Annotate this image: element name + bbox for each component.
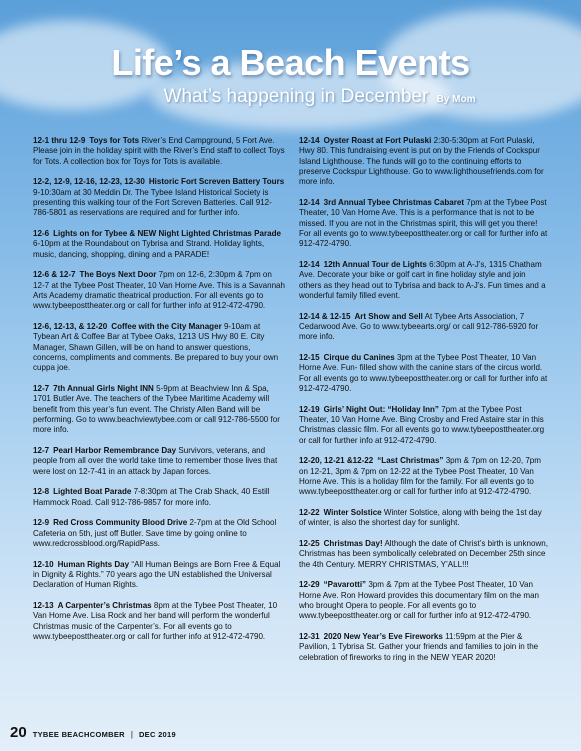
event-title: Historic Fort Screven Battery Tours xyxy=(148,177,285,187)
event-date: 12-14 xyxy=(299,260,320,270)
event-date: 12-6 & 12-7 xyxy=(33,270,76,280)
event-entry xyxy=(33,601,285,642)
event-date: 12-6, 12-13, & 12-20 xyxy=(33,322,108,331)
byline: By Mom xyxy=(436,94,476,105)
events-column-left xyxy=(33,136,285,653)
event-title: “Pavarotti” xyxy=(323,580,367,590)
event-entry xyxy=(33,560,285,591)
event-body: 3pm at the Tybee Post Theater, 10 Van Horne Ave. Fun- filled show with the canine stars of the circus world. For all events go to www.tybeeposttheater.org or call for further info at 912-472-4790. xyxy=(299,353,548,394)
event-body: 11:59pm at the Pier & Pavilion, 1 Tybrisa St. Gather your friends and families to join in the celebration of fireworks to ring in the NEW YEAR 2020! xyxy=(299,632,539,662)
event-date: 12-7 xyxy=(33,446,50,456)
event-title: Oyster Roast at Fort Pulaski xyxy=(323,136,432,145)
event-title: Cirque du Canines xyxy=(323,353,395,363)
event-body: 7pm at the Tybee Post Theater, 10 Van Horne Ave. Bing Crosby and Fred Astaire star in this Christmas classic film. For all events go to www.tybeeposttheater.org or call for further info at 912-472-4790. xyxy=(299,404,545,445)
event-date: 12-29 xyxy=(299,580,320,590)
event-title: 7th Annual Girls Night INN xyxy=(53,384,154,394)
event-date: 12-9 xyxy=(33,518,50,528)
event-entry xyxy=(299,260,549,301)
page-title: Life’s a Beach Events xyxy=(111,42,470,83)
event-date: 12-1 thru 12-9 xyxy=(33,136,86,145)
event-body: 2-7pm at the Old School Cafeteria on 5th, just off Butler. Save time by going online to www.redcrossblood.org/RapidPass. xyxy=(33,518,277,549)
page-footer xyxy=(10,724,176,741)
event-entry xyxy=(33,384,285,436)
event-title: Pearl Harbor Remembrance Day xyxy=(53,446,177,456)
event-title: Coffee with the City Manager xyxy=(111,322,222,331)
event-date: 12-14 xyxy=(299,136,320,145)
event-date: 12-6 xyxy=(33,229,50,238)
event-body: 5-9pm at Beachview Inn & Spa, 1701 Butler Ave. The teachers of the Tybee Maritime Academy will benefit from this year’s fun event. The Christy Allen Band will be performing. Go to www.beachviewtybee.com or call 912-786-5500 for more info. xyxy=(33,384,280,435)
event-entry xyxy=(299,198,549,250)
event-title: Toys for Tots xyxy=(89,136,140,145)
event-entry xyxy=(299,456,549,497)
event-body: 9-10:30am at 30 Meddin Dr. The Tybee Island Historical Society is presenting this walking tour of the Fort Screven Batteries. Call 912-786-5801 as reservations are required and for further info. xyxy=(33,187,272,218)
event-entry xyxy=(299,632,549,663)
event-title: 3rd Annual Tybee Christmas Cabaret xyxy=(323,198,465,208)
event-body: 9-10am at Tybean Art & Coffee Bar at Tybee Oaks, 1213 US Hwy 80 E. City Manager, Shawn Gillen, will be on hand to answer questions, concerns, compliments and comments. Be prepared to buy your own cuppa joe. xyxy=(33,322,279,373)
event-date: 12-2, 12-9, 12-16, 12-23, 12-30 xyxy=(33,177,145,187)
event-title: Girls’ Night Out: “Holiday Inn” xyxy=(323,404,439,414)
event-body: “All Human Beings are Born Free & Equal in Dignity & Rights.” 70 years ago the UN established the Universal Declaration of Human Rights. xyxy=(33,559,281,590)
event-entry xyxy=(33,487,285,508)
event-entry xyxy=(33,322,285,374)
event-body: River’s End Campground, 5 Fort Ave. Please join in the holiday spirit with the River’s End staff to collect Toys for Tots. A collection box for Toys for Tots is available. xyxy=(33,136,285,166)
event-entry xyxy=(33,518,285,549)
event-entry xyxy=(33,229,285,260)
event-body: Although the date of Christ’s birth is unknown, Christmas has been symbolically celebrated on December 25th since the 4th Century. MERRY CHRISTMAS, Y’ALL!!! xyxy=(299,539,549,569)
event-date: 12-22 xyxy=(299,508,320,518)
event-body: 8pm at the Tybee Post Theater, 10 Van Horne Ave. Lisa Rock and her band will perform the wonderful Christmas music of the Carpenter’s. For all events go to www.tybeeposttheater.org or call for further info at 912-472-4790. xyxy=(33,601,278,642)
event-body: At Tybee Arts Association, 7 Cedarwood Ave. Go to www.tybeearts.org/ or call 912-786-5920 for more info. xyxy=(299,311,539,342)
event-title: Winter Solstice xyxy=(323,508,382,518)
event-title: “Last Christmas” xyxy=(377,456,444,466)
event-title: A Carpenter’s Christmas xyxy=(57,601,152,610)
event-entry xyxy=(299,539,549,570)
event-entry xyxy=(33,136,285,167)
magazine-name: TYBEE BEACHCOMBER xyxy=(32,730,125,739)
page-number: 20 xyxy=(10,724,27,741)
event-entry xyxy=(299,405,549,446)
event-entry xyxy=(299,312,549,343)
issue-date: DEC 2019 xyxy=(138,730,176,739)
event-date: 12-14 & 12-15 xyxy=(299,311,351,321)
page-subtitle xyxy=(58,86,581,108)
event-date: 12-20, 12-21 &12-22 xyxy=(299,456,374,466)
event-body: 7pm on 12-6, 2:30pm & 7pm on 12-7 at the Tybee Post Theater, 10 Van Horne Ave. This is a Savannah Arts Academy dramatic theatrical production. For all events go to www.tybeeposttheater.org or call for further info at 912-472-4790. xyxy=(33,270,286,311)
event-title: Art Show and Sell xyxy=(354,311,423,321)
subtitle-text: What’s happening in December xyxy=(163,86,429,107)
event-entry xyxy=(33,446,285,477)
event-body: 6:30pm at A-J’s, 1315 Chatham Ave. Decorate your bike or golf cart in fine holiday style and join others as they head out to Tybrisa and back to A-J’s. Fun times and a wonderful family filled event. xyxy=(299,260,546,301)
event-title: Lights on for Tybee & NEW Night Lighted Christmas Parade xyxy=(53,229,281,238)
event-date: 12-31 xyxy=(299,632,320,642)
event-date: 12-15 xyxy=(299,353,320,363)
event-entry xyxy=(299,580,549,621)
event-body: 2:30-5:30pm at Fort Pulaski, Hwy 80. This fundraising event is put on by the Friends of Cockspur Island Lighthouse. The funds will go to the continuing efforts to preserve Cockspur Lighthouse. Go to www.lighthousefriends.com for more info. xyxy=(299,136,544,187)
event-title: 2020 New Year’s Eve Fireworks xyxy=(323,632,443,642)
event-body: 7-8:30pm at The Crab Shack, 40 Estill Hammock Road. Call 912-786-9857 for more info. xyxy=(33,487,270,507)
event-body: Winter Solstice, along with being the 1st day of winter, is also the shortest day for sunlight. xyxy=(299,508,542,528)
events-column-right xyxy=(299,136,549,673)
event-title: Red Cross Community Blood Drive xyxy=(53,518,188,528)
event-date: 12-19 xyxy=(299,404,320,414)
event-title: Lighted Boat Parade xyxy=(53,487,132,497)
event-body: 6-10pm at the Roundabout on Tybrisa and Strand. Holiday lights, music, dancing, shopping, dining and a PARADE! xyxy=(33,239,265,259)
event-body: Survivors, veterans, and people from all over the world take time to remember those lives that were lost on 12-7-41 in an attack by Japan forces. xyxy=(33,446,278,476)
event-entry xyxy=(299,353,549,394)
event-date: 12-14 xyxy=(299,198,320,208)
event-entry xyxy=(299,136,549,188)
event-date: 12-13 xyxy=(33,601,54,610)
event-title: The Boys Next Door xyxy=(79,270,157,280)
event-title: 12th Annual Tour de Lights xyxy=(323,260,427,270)
event-date: 12-8 xyxy=(33,487,50,497)
event-body: 7pm at the Tybee Post Theater, 10 Van Horne Ave. This is a performance that is not to be missed. If you are not in the Christmas spirit, this will get you there! For all events go to www.tybeeposttheater.org or call for further info at 912-472-4790. xyxy=(299,198,548,249)
event-date: 12-7 xyxy=(33,384,50,394)
event-entry xyxy=(33,270,285,311)
event-entry xyxy=(33,177,285,218)
footer-separator: | xyxy=(130,730,133,739)
event-entry xyxy=(299,508,549,529)
page-header xyxy=(0,42,581,108)
event-date: 12-10 xyxy=(33,559,54,569)
event-title: Christmas Day! xyxy=(323,539,383,549)
event-body: 3pm & 7pm at the Tybee Post Theater, 10 Van Horne Ave. Ron Howard provides this documentary film on the man who brought Opera to people. For all events go to www.tybeeposttheater.org or call for further info at 912-472-4790. xyxy=(299,580,540,621)
event-title: Human Rights Day xyxy=(57,559,130,569)
event-date: 12-25 xyxy=(299,539,320,549)
event-body: 3pm & 7pm on 12-20, 7pm on 12-21, 3pm & 7pm on 12-22 at the Tybee Post Theater, 10 Van Horne Ave. This is a holiday film for the family. For all events go to www.tybeeposttheater.org or call for further info at 912-472-4790. xyxy=(299,456,541,497)
